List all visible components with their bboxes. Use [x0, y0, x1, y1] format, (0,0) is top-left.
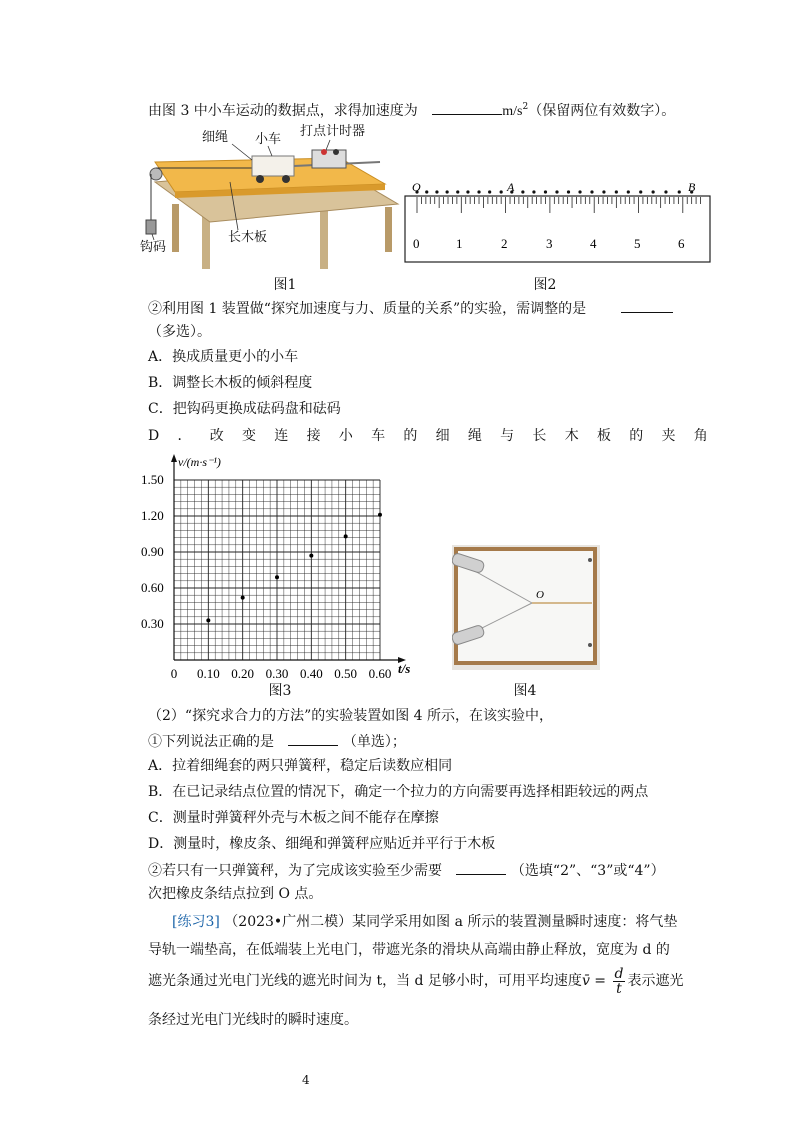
- part2-q2-text: ②若只有一只弹簧秤，为了完成该实验至少需要: [148, 863, 442, 879]
- option-d-char: 连: [274, 428, 289, 444]
- tape-dot: [435, 190, 438, 193]
- chart-points: [206, 513, 382, 623]
- tape-dot: [500, 190, 503, 193]
- tape-dot: [678, 190, 681, 193]
- caption-figure-2: 图2: [533, 277, 557, 293]
- y-tick-label: 0.90: [141, 544, 164, 559]
- x-tick-label: 0.40: [299, 666, 323, 678]
- scale-number: 1: [456, 236, 463, 251]
- option-d-char: 的: [629, 428, 644, 444]
- tape-dot: [639, 190, 642, 193]
- option-d-char: 夹: [661, 428, 676, 444]
- intro-line: [148, 100, 675, 122]
- pulley: [150, 168, 162, 180]
- scale-number: 4: [590, 236, 597, 251]
- table-leg: [385, 207, 392, 252]
- intro-text: 由图 3 中小车运动的数据点，求得加速度为: [148, 103, 418, 119]
- tape-dot: [615, 190, 618, 193]
- q2-option-b: B．调整长木板的倾斜程度: [148, 375, 313, 391]
- page-number: 4: [302, 1073, 310, 1087]
- label-timer: 打点计时器: [300, 124, 366, 139]
- y-tick-label: 1.20: [141, 508, 164, 523]
- tape-dot: [590, 190, 593, 193]
- hook-weight: [146, 220, 156, 234]
- data-point: [344, 534, 348, 538]
- q2-stem-text: ②利用图 1 装置做“探究加速度与力、质量的关系”的实验，需调整的是: [148, 301, 587, 317]
- table-leg: [320, 207, 328, 269]
- cart-wheel: [282, 175, 290, 183]
- figure-3-vt-chart: [140, 448, 430, 678]
- unit-text: m/s: [502, 104, 523, 119]
- practice-line-1: [172, 912, 677, 932]
- x-tick-label: 0.50: [334, 666, 358, 678]
- chart-y-ticks: [141, 472, 164, 631]
- label-hook-weight: 钩码: [140, 240, 167, 255]
- timer-knob: [333, 149, 339, 155]
- y-tick-label: 0.30: [141, 616, 164, 631]
- chart-grid: [174, 480, 380, 660]
- point-label-o-fig4: O: [536, 589, 544, 601]
- figure-2-ruler: [400, 178, 715, 266]
- tape-dot: [652, 190, 655, 193]
- scale-number: 2: [501, 236, 508, 251]
- equals-sign: =: [589, 973, 611, 989]
- tape-dot: [425, 190, 428, 193]
- x-tick-label: 0.30: [265, 666, 289, 678]
- part2-q1: [148, 731, 406, 752]
- label-cart: 小车: [255, 132, 282, 147]
- option-d-char: 绳: [467, 428, 482, 444]
- caption-figure-4: 图4: [513, 683, 537, 699]
- x-axis-label: t/s: [398, 661, 411, 676]
- x-tick-label: 0.10: [196, 666, 220, 678]
- x-tick-label: 0: [170, 666, 178, 678]
- practice-text-tail: 表示遮光: [627, 973, 684, 989]
- q2-stem-tail: （多选）。: [148, 324, 211, 340]
- point-label-a: A: [507, 180, 515, 194]
- q2-option-d: [148, 426, 708, 446]
- data-point: [241, 596, 245, 600]
- caption-figure-3: 图3: [268, 683, 292, 699]
- pointer-line: [232, 144, 252, 160]
- q2-option-a: A．换成质量更小的小车: [148, 349, 299, 365]
- tape-dot: [521, 190, 524, 193]
- data-point: [206, 618, 210, 622]
- part2-q1-text: ①下列说法正确的是: [148, 734, 274, 750]
- tape-dot: [602, 190, 605, 193]
- tape-dot: [532, 190, 535, 193]
- option-d-char: D: [148, 428, 160, 444]
- label-rope: 细绳: [202, 130, 229, 145]
- scale-number: 3: [546, 236, 553, 251]
- label-board: 长木板: [228, 230, 268, 245]
- tape-dot: [567, 190, 570, 193]
- option-d-char: 角: [693, 428, 708, 444]
- fraction-numerator: d: [614, 965, 624, 982]
- practice-line-2: 导轨一端垫高，在低端装上光电门，带遮光条的滑块从高端由静止释放，宽度为 d 的: [148, 942, 670, 958]
- option-d-char: 与: [500, 428, 515, 444]
- practice-line-4: 条经过光电门光线时的瞬时速度。: [148, 1012, 358, 1028]
- figure-4-photo: [452, 545, 600, 670]
- tape-dot: [578, 190, 581, 193]
- option-d-char: 小: [338, 428, 353, 444]
- answer-blank-acceleration[interactable]: [432, 100, 502, 115]
- part2-q1-tail: （单选）；: [342, 734, 406, 750]
- option-d-char: 细: [435, 428, 450, 444]
- part2-option-b: B．在已记录结点位置的情况下，确定一个拉力的方向需要再选择相距较远的两点: [148, 784, 649, 800]
- practice-line-3: [148, 964, 683, 998]
- option-d-char: 车: [371, 428, 386, 444]
- part2-option-d: D．测量时，橡皮条、细绳和弹簧秤应贴近并平行于木板: [148, 836, 496, 852]
- tape-dot: [555, 190, 558, 193]
- tape-dot: [664, 190, 667, 193]
- practice-source: （2023•广州二模）某同学采用如图 a 所示的装置测量瞬时速度：将气垫: [224, 914, 678, 930]
- data-point: [309, 554, 313, 558]
- answer-blank-part2-q2[interactable]: [456, 860, 506, 875]
- option-d-char: ．: [177, 428, 192, 444]
- point-label-b: B: [688, 180, 696, 194]
- vbar-symbol: v̄: [581, 973, 590, 989]
- point-label-o: O: [412, 180, 421, 194]
- option-d-char: 板: [596, 428, 611, 444]
- scale-number: 5: [634, 236, 641, 251]
- scale-number: 6: [678, 236, 685, 251]
- part2-intro: （2）“探究求合力的方法”的实验装置如图 4 所示，在该实验中，: [148, 708, 554, 724]
- pin: [588, 558, 592, 562]
- tape-dot: [456, 190, 459, 193]
- y-axis-arrow: [171, 454, 177, 462]
- fraction-denominator: t: [616, 980, 622, 997]
- chart-axes: [171, 454, 406, 663]
- tape-dot: [488, 190, 491, 193]
- timer: [312, 150, 346, 168]
- fraction-d-over-t: [613, 967, 626, 996]
- tape-dot: [477, 190, 480, 193]
- option-d-char: 变: [242, 428, 257, 444]
- x-tick-label: 0.60: [368, 666, 392, 678]
- y-tick-label: 0.60: [141, 580, 164, 595]
- cart: [252, 156, 294, 176]
- unit-exponent: 2: [522, 102, 529, 112]
- intro-note: （保留两位有效数字）。: [528, 103, 676, 119]
- option-d-char: 改: [209, 428, 224, 444]
- y-tick-label: 1.50: [141, 472, 164, 487]
- q2-stem: [148, 298, 673, 319]
- answer-blank-part2-q1[interactable]: [288, 731, 338, 746]
- answer-blank-q2[interactable]: [621, 298, 673, 313]
- y-axis-label: v/(m·s⁻¹): [178, 455, 221, 469]
- table-leg: [172, 204, 179, 252]
- pin: [588, 643, 592, 647]
- tape-dot: [627, 190, 630, 193]
- cart-wheel: [256, 175, 264, 183]
- scale-number: 0: [413, 236, 420, 251]
- ruler-body: [405, 196, 710, 262]
- chart-x-ticks: [171, 666, 392, 678]
- option-d-char: 的: [403, 428, 418, 444]
- data-point: [275, 575, 279, 579]
- practice-text: 遮光条通过光电门光线的遮光时间为 t，当 d 足够小时，可用平均速度: [148, 973, 582, 989]
- part2-q2-end: 次把橡皮条结点拉到 O 点。: [148, 886, 323, 902]
- option-d-char: 接: [306, 428, 321, 444]
- part2-q2-tail: （选填“2”、“3”或“4”）: [510, 863, 665, 879]
- part2-q2: [148, 860, 665, 881]
- q2-option-c: C．把钩码更换成砝码盘和砝码: [148, 401, 341, 417]
- caption-figure-1: 图1: [273, 277, 297, 293]
- tape-dot: [544, 190, 547, 193]
- tape-dot: [446, 190, 449, 193]
- x-tick-label: 0.20: [231, 666, 255, 678]
- option-d-char: 长: [532, 428, 547, 444]
- tape-dot: [466, 190, 469, 193]
- ruler-dots: [415, 190, 693, 193]
- data-point: [378, 513, 382, 517]
- option-d-char: 木: [564, 428, 579, 444]
- practice-tag: [练习3]: [172, 914, 220, 930]
- part2-option-a: A．拉着细绳套的两只弹簧秤，稳定后读数应相同: [148, 758, 453, 774]
- part2-option-c: C．测量时弹簧秤外壳与木板之间不能存在摩擦: [148, 810, 439, 826]
